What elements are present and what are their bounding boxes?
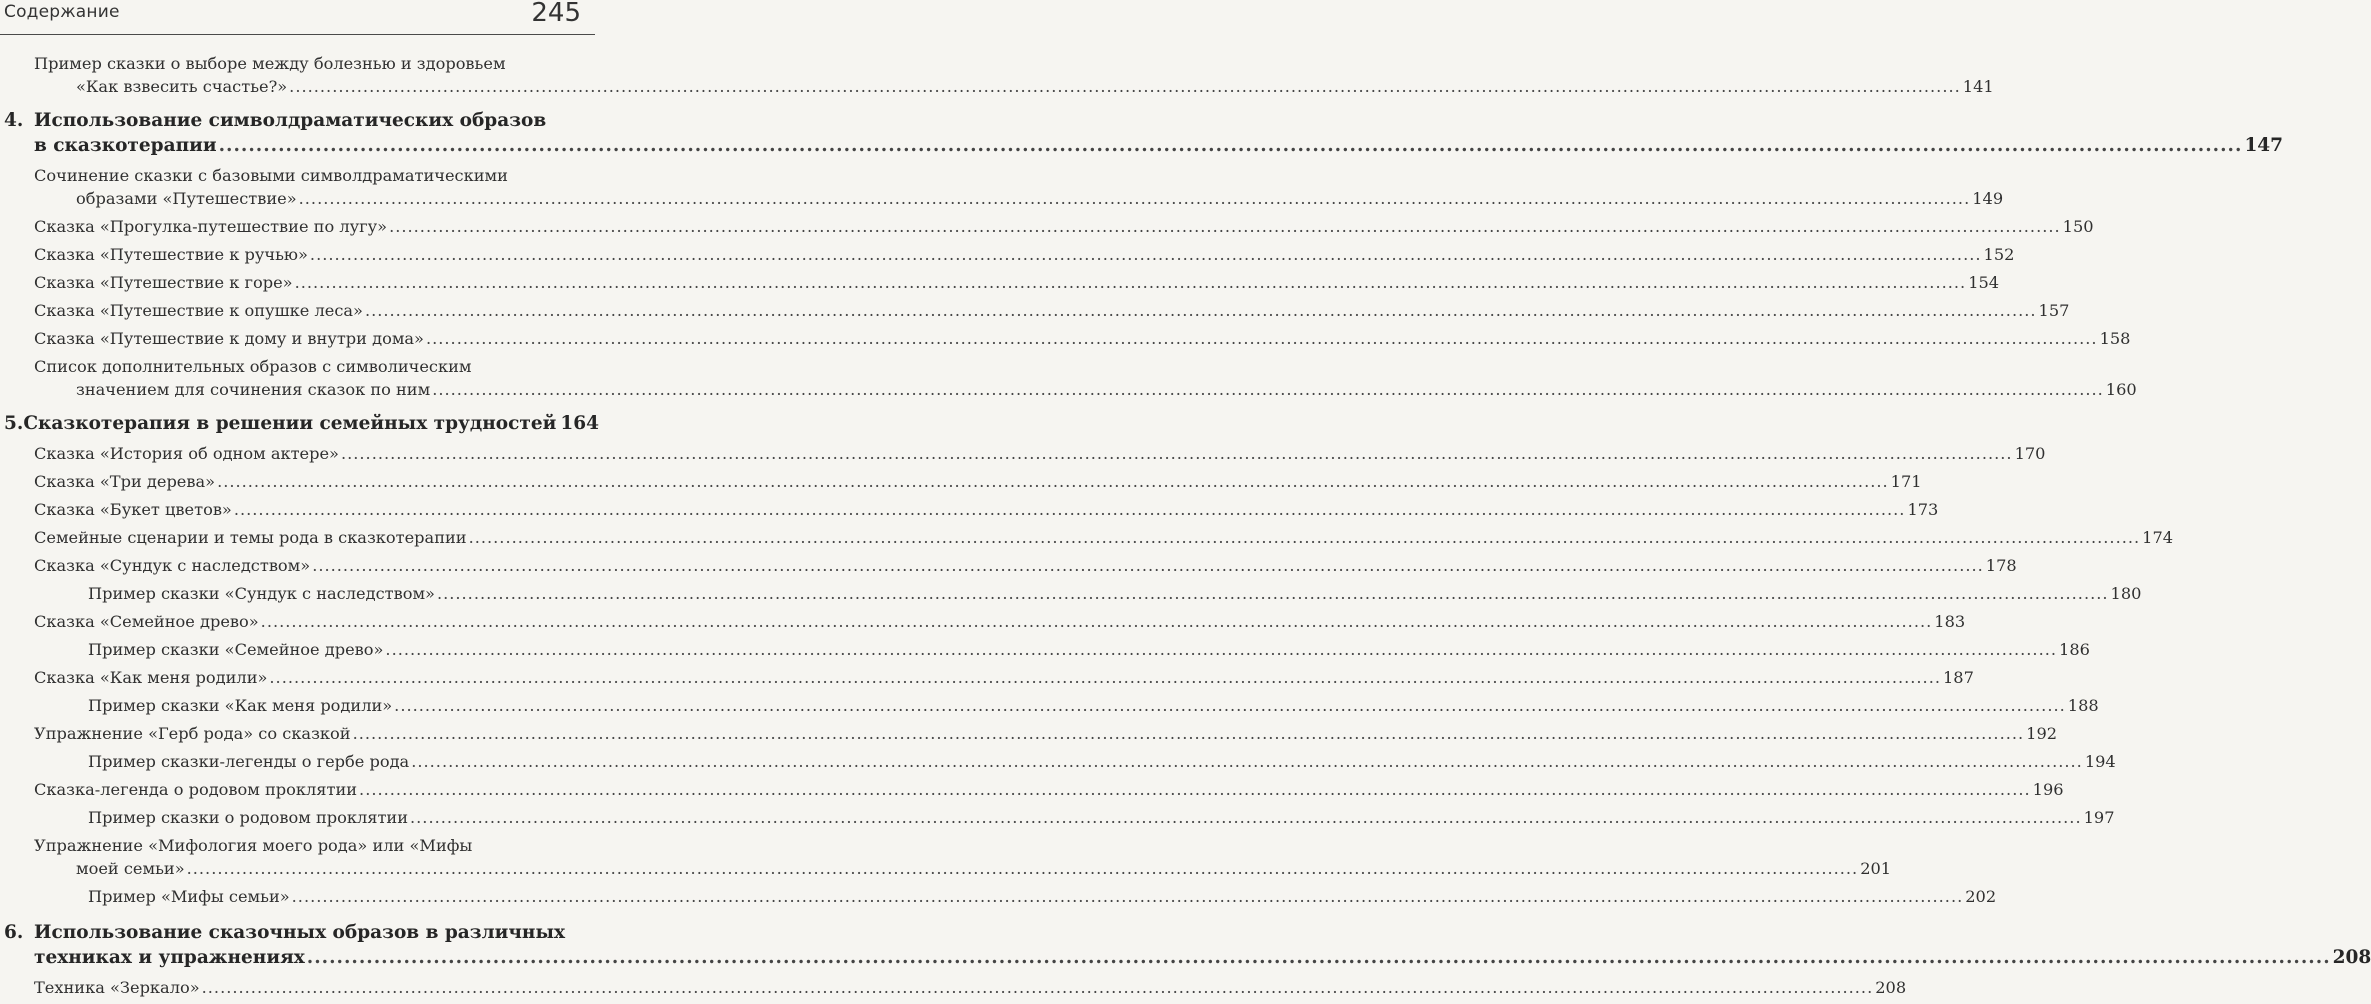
entry-page-number: 187 [1943, 668, 1974, 687]
toc-chapter-entry [0, 411, 599, 436]
entry-title-line: Список дополнительных образов с символическим [34, 357, 472, 376]
toc-entry [0, 885, 1997, 908]
entry-title-line: Пример сказки о выборе между болезнью и здоровьем [34, 54, 506, 73]
toc-entry [0, 750, 2116, 773]
dot-leader [432, 378, 2104, 401]
entry-title: Пример сказки-легенды о гербе рода [88, 752, 410, 771]
toc-entry [0, 442, 2046, 465]
dot-leader [310, 243, 1982, 266]
dot-leader [389, 215, 2061, 238]
toc-entry [0, 327, 2131, 350]
entry-title: Сказка «Сундук с наследством» [34, 556, 311, 575]
dot-leader [299, 187, 1971, 210]
entry-page-number: 197 [2083, 808, 2115, 827]
entry-title: Сказка «Путешествие к ручью» [34, 245, 308, 264]
chapter-number: 4. [4, 110, 24, 131]
dot-leader [219, 133, 2243, 158]
dot-leader [394, 694, 2066, 717]
entry-title: Пример сказки «Сундук с наследством» [88, 584, 435, 603]
toc-entry [0, 806, 2115, 829]
entry-title-line: Использование сказочных образов в различных [34, 922, 566, 943]
entry-title: Сказка «Прогулка-путешествие по лугу» [34, 217, 388, 236]
dot-leader [385, 638, 2057, 661]
toc-chapter-entry [0, 108, 2284, 158]
dot-leader [261, 610, 1933, 633]
entry-title: Сказка «Семейное древо» [34, 612, 259, 631]
table-of-contents [0, 52, 2371, 1004]
dot-leader [359, 778, 2031, 801]
toc-entry [0, 834, 1892, 880]
dot-leader [410, 806, 2082, 829]
entry-title: Упражнение «Герб рода» со сказкой [34, 724, 351, 743]
header-rule [0, 34, 595, 35]
entry-title: «Как взвесить счастье?» [76, 77, 288, 96]
page-header-section: Содержание [4, 2, 120, 22]
entry-page-number: 171 [1890, 472, 1922, 491]
dot-leader [307, 945, 2331, 970]
toc-entry [0, 722, 2058, 745]
entry-title: Сказка «Путешествие к горе» [34, 273, 293, 292]
toc-entry [0, 976, 1907, 999]
entry-page-number: 160 [2105, 380, 2137, 399]
entry-page-number: 152 [1983, 245, 2015, 264]
toc-entry [0, 694, 2099, 717]
entry-title: Сказка «Путешествие к опушке леса» [34, 301, 363, 320]
toc-entry [0, 470, 1922, 493]
toc-entry [0, 666, 1974, 689]
entry-page-number: 192 [2026, 724, 2058, 743]
entry-title: техниках и упражнениях [34, 947, 305, 968]
entry-page-number: 157 [2038, 301, 2070, 320]
dot-leader [437, 582, 2109, 605]
toc-entry [0, 582, 2142, 605]
entry-title: в сказкотерапии [34, 135, 217, 156]
entry-page-number: 188 [2067, 696, 2099, 715]
toc-entry [0, 271, 2000, 294]
toc-entry [0, 610, 1966, 633]
entry-title: Пример сказки о родовом проклятии [88, 808, 409, 827]
toc-entry [0, 164, 2004, 210]
entry-page-number: 183 [1934, 612, 1966, 631]
dot-leader [269, 666, 1941, 689]
chapter-number: 6. [4, 922, 24, 943]
entry-title: Пример «Мифы семьи» [88, 887, 290, 906]
dot-leader [289, 75, 1961, 98]
entry-page-number: 201 [1860, 859, 1892, 878]
dot-leader [312, 554, 1984, 577]
entry-page-number: 208 [1875, 978, 1907, 997]
entry-page-number: 164 [560, 413, 599, 434]
dot-leader [365, 299, 2037, 322]
entry-title: Сказкотерапия в решении семейных трудностей [23, 413, 557, 434]
entry-page-number: 149 [1972, 189, 2004, 208]
entry-page-number: 208 [2332, 947, 2371, 968]
toc-entry [0, 355, 2137, 401]
dot-leader [295, 271, 1967, 294]
page-number: 245 [531, 0, 581, 28]
entry-title: Сказка «История об одном актере» [34, 444, 339, 463]
toc-entry [0, 243, 2015, 266]
entry-page-number: 174 [2142, 528, 2174, 547]
toc-chapter-entry [0, 920, 2371, 970]
entry-page-number: 194 [2084, 752, 2116, 771]
entry-title: Сказка «Путешествие к дому и внутри дома» [34, 329, 424, 348]
toc-entry [0, 52, 1994, 98]
dot-leader [292, 885, 1964, 908]
toc-entry [0, 638, 2090, 661]
dot-leader [353, 722, 2025, 745]
entry-title: Сказка-легенда о родовом проклятии [34, 780, 358, 799]
entry-page-number: 141 [1962, 77, 1994, 96]
entry-page-number: 158 [2099, 329, 2131, 348]
dot-leader [202, 976, 1874, 999]
entry-page-number: 147 [2244, 135, 2284, 156]
toc-entry [0, 498, 1939, 521]
entry-page-number: 178 [1985, 556, 2017, 575]
entry-title: Семейные сценарии и темы рода в сказкотерапии [34, 528, 467, 547]
dot-leader [341, 442, 2013, 465]
toc-entry [0, 778, 2064, 801]
entry-title: Техника «Зеркало» [34, 978, 200, 997]
dot-leader [469, 526, 2141, 549]
dot-leader [217, 470, 1889, 493]
toc-entry [0, 299, 2070, 322]
entry-page-number: 154 [1968, 273, 2000, 292]
entry-page-number: 202 [1965, 887, 1997, 906]
toc-entry [0, 215, 2094, 238]
entry-title: Сказка «Как меня родили» [34, 668, 268, 687]
entry-title: образами «Путешествие» [76, 189, 297, 208]
entry-title: Сказка «Три дерева» [34, 472, 216, 491]
entry-page-number: 186 [2059, 640, 2090, 659]
dot-leader [411, 750, 2083, 773]
entry-page-number: 150 [2062, 217, 2094, 236]
dot-leader [187, 857, 1859, 880]
dot-leader [426, 327, 2098, 350]
entry-page-number: 173 [1907, 500, 1939, 519]
toc-entry [0, 526, 2174, 549]
entry-title: значением для сочинения сказок по ним [76, 380, 431, 399]
entry-title: моей семьи» [76, 859, 185, 878]
entry-page-number: 170 [2014, 444, 2046, 463]
entry-page-number: 196 [2032, 780, 2064, 799]
entry-title: Пример сказки «Как меня родили» [88, 696, 393, 715]
entry-title-line: Использование символдраматических образов [34, 110, 547, 131]
entry-title-line: Сочинение сказки с базовыми символдраматическими [34, 166, 508, 185]
entry-title: Сказка «Букет цветов» [34, 500, 232, 519]
entry-title-line: Упражнение «Мифология моего рода» или «Мифы [34, 836, 473, 855]
entry-page-number: 180 [2110, 584, 2142, 603]
entry-title: Пример сказки «Семейное древо» [88, 640, 384, 659]
toc-entry [0, 554, 2017, 577]
dot-leader [234, 498, 1906, 521]
chapter-number: 5. [4, 413, 24, 434]
